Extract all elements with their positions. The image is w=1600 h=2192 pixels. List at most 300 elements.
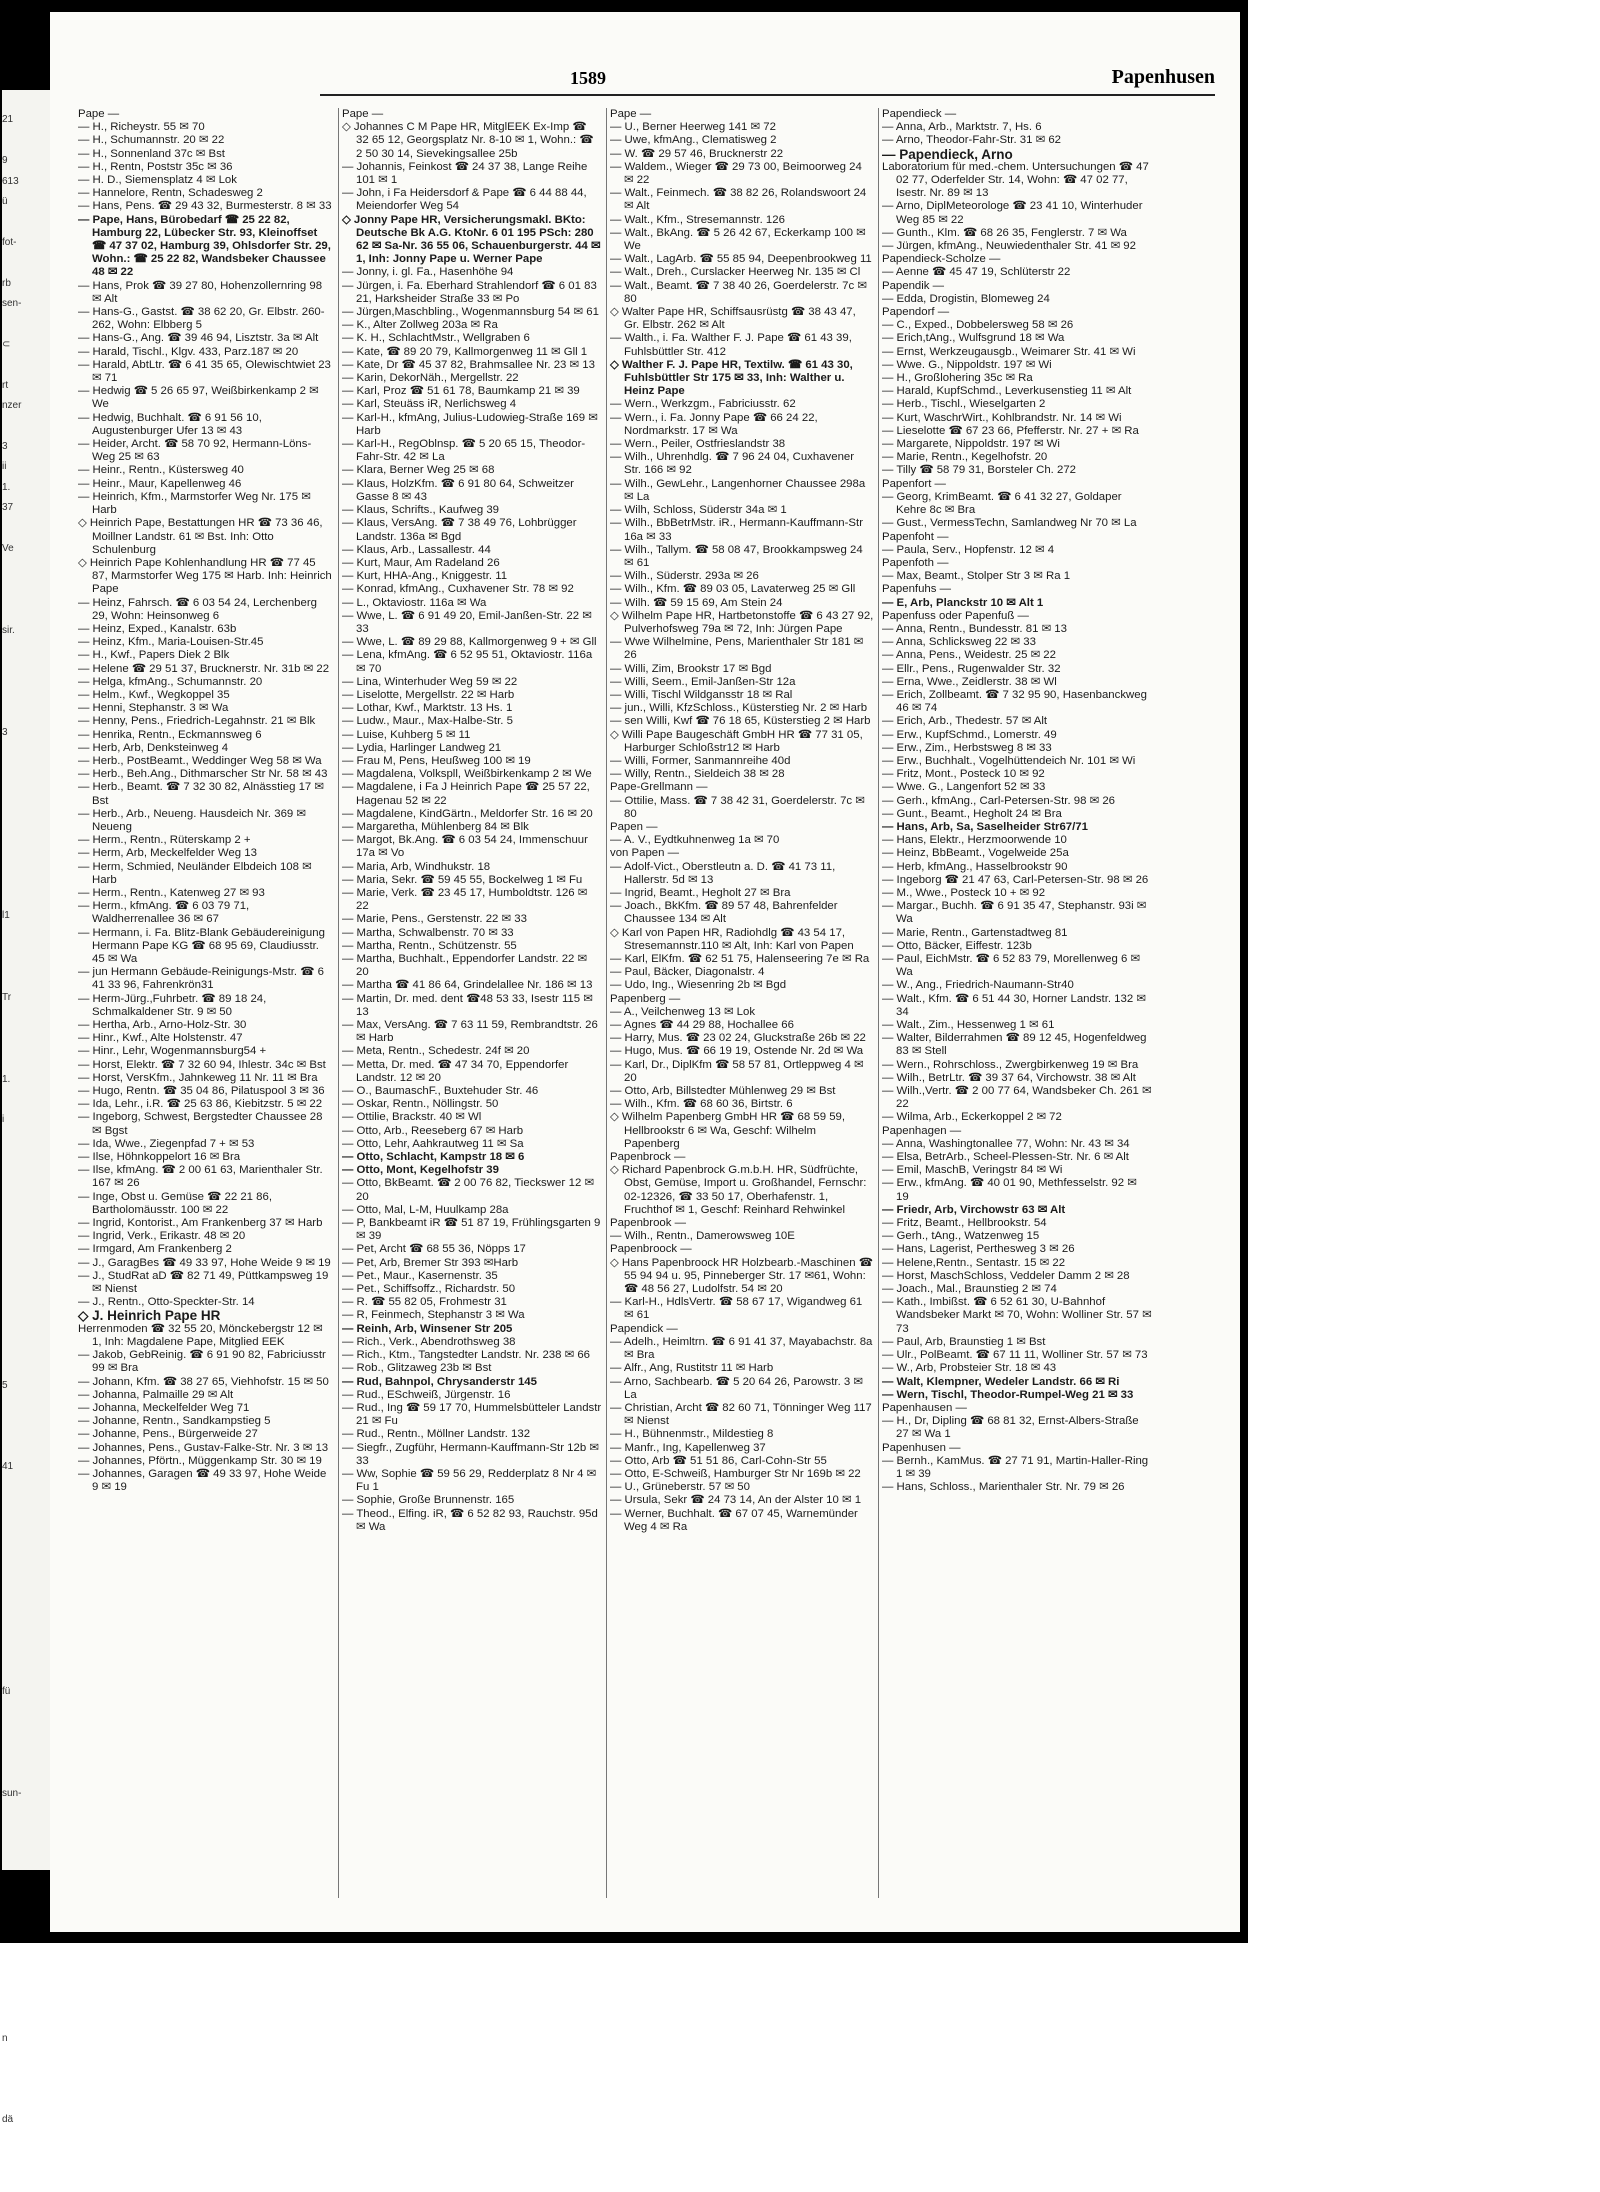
directory-entry: — Jonny, i. gl. Fa., Hasenhöhe 94 [342,266,514,279]
directory-entry: — Magdalena, Volkspll, Weißbirkenkamp 2 ✉ We [342,768,592,781]
directory-entry: — Kurt, Maur, Am Radeland 26 [342,556,500,569]
directory-entry: ◇ Karl von Papen HR, Radiohdlg ☎ 43 54 17, Stresemannstr.110 ✉ Alt, Inh: Karl von Papen [610,926,854,952]
margin-fragment: nzer [2,400,22,412]
column-4 [882,108,1152,1898]
directory-entry: — Walt., Zim., Hessenweg 1 ✉ 61 [882,1019,1055,1032]
margin-fragment: 3 [2,726,8,738]
directory-entry: — Pet., Schiffsoffz., Richardstr. 50 [342,1283,516,1296]
directory-entry: — Walt., Beamt. ☎ 7 38 40 26, Goerdelerstr. 7c ✉ 80 [610,279,867,305]
margin-fragment [2,2069,54,2089]
header-rule [320,94,1215,96]
directory-entry: — Anna, Schlicksweg 22 ✉ 33 [882,636,1036,649]
margin-fragment [2,2171,54,2191]
directory-entry: — Kath., Imbißst. ☎ 6 52 61 30, U-Bahnhof Wandsbeker Markt ✉ 70, Wohn: Wolliner Str. 57 ✉ 73 [882,1296,1152,1335]
directory-entry: — Ludw., Maur., Max-Halbe-Str. 5 [342,715,513,728]
directory-entry: — Willi, Tischl Wildgansstr 18 ✉ Ral [610,688,793,701]
margin-fragment [2,1804,54,1824]
margin-fragment [2,804,54,824]
directory-entry: — Lydia, Harlinger Landweg 21 [342,741,502,754]
margin-fragment [2,1927,54,1947]
directory-entry: — Karl-H., kfmAng, Julius-Ludowieg-Straße 169 ✉ Harb [342,411,598,437]
directory-entry: — Hedwig ☎ 5 26 65 97, Weißbirkenkamp 2 ✉ We [78,385,319,411]
margin-fragment [2,1580,54,1600]
directory-entry: — Otto, Arb, Billstedter Mühlenweg 29 ✉ Bst [610,1085,836,1098]
directory-entry: — Anna, Rentn., Bundesstr. 81 ✉ 13 [882,622,1067,635]
directory-entry: ◇ Walther F. J. Pape HR, Textilw. ☎ 61 43 30, Fuhlsbüttler Str 175 ✉ 33, Inh: Walther u. Heinz Pape [610,358,853,398]
margin-fragment [2,1437,54,1457]
directory-entry: — Paul, Bäcker, Diagonalstr. 4 [610,966,765,979]
margin-fragment [2,886,54,906]
directory-entry: — Martin, Dr. med. dent ☎48 53 33, Isestr 115 ✉ 13 [342,992,593,1018]
directory-entry: ◇ Heinrich Pape Kohlenhandlung HR ☎ 77 45 87, Marmstorfer Weg 175 ✉ Harb. Inh: Heinrich Pape [78,556,332,596]
directory-entry: — Wilh., Süderstr. 293a ✉ 26 [610,570,759,583]
column-divider [338,108,339,1898]
directory-entry: — Marie, Rentn., Kegelhofstr. 20 [882,451,1048,464]
directory-entry: — Walt., Kfm. ☎ 6 51 44 30, Horner Landstr. 132 ✉ 34 [882,992,1146,1018]
margin-fragment [2,1049,54,1069]
directory-entry: — A. V., Eydtkuhnenweg 1a ✉ 70 [610,834,780,847]
directory-entry: — Helm., Kwf., Wegkoppel 35 [78,688,230,701]
directory-entry: — jun Hermann Gebäude-Reinigungs-Mstr. ☎ 6 41 33 96, Fahrenkrön31 [78,966,324,992]
directory-entry: — Heinz, Exped., Kanalstr. 63b [78,622,237,635]
directory-entry: — Jürgen, i. Fa. Eberhard Strahlendorf ☎ 6 01 83 21, Harksheider Straße 33 ✉ Po [342,279,597,305]
directory-entry: — J., Rentn., Otto-Speckter-Str. 14 [78,1296,255,1309]
directory-entry: — Helene,Rentn., Sentastr. 15 ✉ 22 [882,1256,1066,1269]
directory-entry: — Lena, kfmAng. ☎ 6 52 95 51, Oktaviostr. 116a ✉ 70 [342,649,593,675]
directory-entry: — Jürgen,Maschbling., Wogenmannsburg 54 ✉ 61 [342,306,599,319]
column-1 [78,108,334,1898]
directory-entry: — H., Dr, Dipling ☎ 68 81 32, Ernst-Albers-Straße 27 ✉ Wa 1 [882,1415,1139,1441]
margin-fragment [2,1151,54,1171]
directory-entry: — Christian, Archt ☎ 82 60 71, Tönninger Weg 117 ✉ Nienst [610,1401,872,1428]
directory-entry: — Gunth., Klm. ☎ 68 26 35, Fenglerstr. 7 ✉ Wa [882,226,1127,239]
directory-entry: — Ingeborg, Schwest, Bergstedter Chaussee 28 ✉ Bgst [78,1111,323,1137]
margin-fragment [2,1947,54,1967]
margin-fragment [2,212,54,232]
directory-entry: — Ingeborg ☎ 21 47 63, Carl-Petersen-Str. 98 ✉ 26 [882,873,1149,886]
directory-entry: — Wern., Werkzgm., Fabriciusstr. 62 [610,398,796,411]
directory-entry: ◇ Wilhelm Papenberg GmbH HR ☎ 68 59 59, Hellbrookstr 6 ✉ Wa, Geschf: Wilhelm Papenberg [610,1111,846,1150]
page-header [50,64,1240,94]
margin-fragment [2,1620,54,1640]
margin-fragment [2,743,54,763]
directory-entry: — Wilh., Tallym. ☎ 58 08 47, Brookkampsweg 24 ✉ 61 [610,543,863,569]
directory-entry: — Lieselotte ☎ 67 23 66, Pfefferstr. Nr. 27 + ✉ Ra [882,424,1139,437]
margin-fragment: ü [2,196,8,208]
directory-entry: Papenfoth — [882,556,949,569]
directory-entry: — Karl, ElKfm. ☎ 62 51 75, Halenseering 7e ✉ Ra [610,953,870,965]
margin-fragment: rb [2,277,11,289]
directory-entry: — Bernh., KamMus. ☎ 27 71 91, Martin-Haller-Ring 1 ✉ 39 [882,1454,1149,1480]
directory-entry: — Wilh., GewLehr., Langenhorner Chaussee 298a ✉ La [610,477,866,503]
directory-entry: — Inge, Obst u. Gemüse ☎ 22 21 86, Bartholomäusstr. 100 ✉ 22 [78,1190,273,1216]
margin-fragment [2,1131,54,1151]
directory-entry: — Ellr., Pens., Rugenwalder Str. 32 [882,662,1061,675]
directory-entry: — Martha ☎ 41 86 64, Grindelallee Nr. 186 ✉ 13 [342,979,593,992]
directory-entry: — Martha, Rentn., Schützenstr. 55 [342,939,517,952]
directory-entry: ◇ Jonny Pape HR, Versicherungsmakl. BKto: Deutsche Bk A.G. KtoNr. 6 01 195 PSch: 280 62 ✉ Sa-Nr. 36 55 06, Schauenburgerstr. 44 ✉ 1, Inh: Jonny Pape u. Werner Pape [342,213,601,266]
margin-fragment [2,927,54,947]
directory-entry: Papenfuss oder Papenfuß — [882,609,1029,622]
margin-fragment [2,90,54,110]
margin-fragment: 5 [2,1379,8,1391]
margin-fragment: i [2,1114,5,1126]
directory-entry: — Heinr., Rentn., Küstersweg 40 [78,464,244,477]
margin-fragment [2,600,54,620]
directory-entry: — Otto, Lehr, Aahkrautweg 11 ✉ Sa [342,1137,524,1150]
directory-entry: — Hermann, i. Fa. Blitz-Blank Gebäudereinigung Hermann Pape KG ☎ 68 95 69, Claudiusstr. 45 ✉ Wa [78,926,325,965]
margin-fragment: 1. [2,481,11,493]
directory-entry: ◇ Heinrich Pape, Bestattungen HR ☎ 73 36 46, Moillner Landstr. 61 ✉ Bst. Inh: Otto Schulenburg [78,517,323,556]
margin-fragment [2,1600,54,1620]
directory-entry: — H. D., Siemensplatz 4 ✉ Lok [78,174,237,187]
directory-entry: — Hertha, Arb., Arno-Holz-Str. 30 [78,1019,247,1032]
directory-entry: — Ernst, Werkzeugausgb., Weimarer Str. 41 ✉ Wi [882,345,1136,358]
directory-entry: — Johanna, Palmaille 29 ✉ Alt [78,1388,234,1401]
directory-entry: Papenfuhs — [882,583,952,596]
directory-entry: — Willi, Former, Sanmannreihe 40d [610,754,791,767]
directory-entry: — Heinrich, Kfm., Marmstorfer Weg Nr. 175 ✉ Harb [78,490,311,517]
directory-entry: Papendorf — [882,306,950,319]
margin-fragment [2,580,54,600]
column-divider [606,108,607,1898]
margin-fragment [2,1233,54,1253]
directory-entry: — Herm-Jürg.,Fuhrbetr. ☎ 89 18 24, Schmalkaldener Str. 9 ✉ 50 [78,992,267,1018]
directory-entry: — Gerh., kfmAng., Carl-Petersen-Str. 98 ✉ 26 [882,794,1116,807]
directory-entry: — Erich, Zollbeamt. ☎ 7 32 95 90, Hasenbanckweg 46 ✉ 74 [882,688,1147,715]
margin-fragment [2,641,54,661]
directory-entry: — Magdalene, KindGärtn., Meldorfer Str. 16 ✉ 20 [342,807,593,820]
directory-entry: Papenberg — [610,992,681,1005]
directory-entry: — Anna, Washingtonallee 77, Wohn: Nr. 43 ✉ 34 [882,1137,1130,1150]
directory-entry: — Walt., Feinmech. ☎ 38 82 26, Rolandswoort 24 ✉ Alt [610,187,867,213]
directory-entry: — Jürgen, kfmAng., Neuwiedenthaler Str. 41 ✉ 92 [882,240,1136,253]
directory-entry: — Hans, Pens. ☎ 29 43 32, Burmesterstr. 8 ✉ 33 [78,200,332,213]
directory-page [50,12,1240,1932]
directory-entry: — Hugo, Mus. ☎ 66 19 19, Ostende Nr. 2d ✉ Wa [610,1045,864,1058]
margin-fragment [2,1886,54,1906]
directory-entry: — Ida, Lehr., i.R. ☎ 25 63 86, Kiebitzstr. 5 ✉ 22 [78,1098,323,1111]
directory-entry: — Karl-H., HdlsVertr. ☎ 58 67 17, Wigandweg 61 ✉ 61 [610,1296,863,1322]
directory-entry: — Maria, Sekr. ☎ 59 45 55, Bockelweg 1 ✉ Fu [342,873,583,886]
margin-fragment [2,1335,54,1355]
margin-fragment [2,1518,54,1538]
margin-fragment [2,1396,54,1416]
directory-entry: — Henni, Stephanstr. 3 ✉ Wa [78,702,229,715]
directory-entry: ◇ J. Heinrich Pape HR [78,1308,221,1324]
directory-entry: — Wilh., BetrLtr. ☎ 39 37 64, Virchowstr. 38 ✉ Alt [882,1071,1136,1084]
directory-entry: — Rud., Rentn., Möllner Landstr. 132 [342,1428,531,1441]
directory-entry: — Rich., Verk., Abendrothsweg 38 [342,1335,516,1348]
directory-entry: — Otto, Schlacht, Kampstr 18 ✉ 6 [342,1151,525,1164]
directory-entry: Papen — [610,820,658,833]
directory-entry: ◇ Hans Papenbroock HR Holzbearb.-Maschinen ☎ 55 94 94 u. 95, Pinneberger Str. 17 ✉61, Wohn: ☎ 48 56 27, Ludolfstr. 54 ✉ 20 [610,1256,873,1296]
directory-entry: — Erw., Buchhalt., Vogelhüttendeich Nr. 101 ✉ Wi [882,754,1136,767]
directory-entry: — Werner, Buchhalt. ☎ 67 07 45, Warnemünder Weg 4 ✉ Ra [610,1507,858,1533]
directory-entry: — Ilse, kfmAng. ☎ 2 00 61 63, Marienthaler Str. 167 ✉ 26 [78,1164,323,1190]
directory-entry: — Karl, Dr., DiplKfm ☎ 58 57 81, Ortleppweg 4 ✉ 20 [610,1058,864,1084]
margin-fragment: dä [2,2114,14,2126]
directory-entry: — Walter, Bilderrahmen ☎ 89 12 45, Hogenfeldweg 83 ✉ Stell [882,1032,1147,1058]
margin-fragment: 37 [2,502,14,514]
directory-entry: — Wilma, Arb., Eckerkoppel 2 ✉ 72 [882,1111,1062,1124]
directory-entry: — Marie, Pens., Gerstenstr. 22 ✉ 33 [342,913,527,926]
directory-entry: — sen Willi, Kwf ☎ 76 18 65, Küsterstieg 2 ✉ Harb [610,715,871,728]
directory-entry: — jun., Willi, KfzSchloss., Küsterstieg Nr. 2 ✉ Harb [610,702,868,715]
margin-fragment [2,1090,54,1110]
directory-entry: — Friedr, Arb, Virchowstr 63 ✉ Alt [882,1203,1066,1216]
directory-entry: ◇ Walter Pape HR, Schiffsausrüstg ☎ 38 43 47, Gr. Elbstr. 262 ✉ Alt [610,306,856,332]
directory-entry: — Maria, Arb, Windhukstr. 18 [342,860,491,873]
directory-entry: — Manfr., Ing, Kapellenweg 37 [610,1441,766,1454]
directory-entry: — J., GaragBes ☎ 49 33 97, Hohe Weide 9 ✉ 19 [78,1256,331,1269]
margin-fragment [2,702,54,722]
directory-entry: — Fritz, Mont., Posteck 10 ✉ 92 [882,768,1045,781]
directory-entry: — Metta, Dr. med. ☎ 47 34 70, Eppendorfer Landstr. 12 ✉ 20 [342,1058,569,1084]
directory-entry: — Ilse, Höhnkoppelort 16 ✉ Bra [78,1151,241,1164]
directory-entry: — U., Berner Heerweg 141 ✉ 72 [610,121,776,134]
directory-entry: — Wilh., Uhrenhdlg. ☎ 7 96 24 04, Cuxhavener Str. 166 ✉ 92 [610,451,855,477]
margin-fragment [2,1212,54,1232]
directory-entry: — Erw., kfmAng. ☎ 40 01 90, Methfesselstr. 92 ✉ 19 [882,1177,1137,1203]
margin-fragment [2,845,54,865]
margin-fragment [2,131,54,151]
directory-entry: — Johanne, Rentn., Sandkampstieg 5 [78,1415,271,1428]
directory-entry: Pape — [610,108,652,120]
directory-entry: — Ww, Sophie ☎ 59 56 29, Redderplatz 8 Nr 4 ✉ Fu 1 [342,1467,597,1494]
directory-entry: — Heinz, Kfm., Maria-Louisen-Str.45 [78,636,264,649]
directory-entry: — Erich, Arb., Thedestr. 57 ✉ Alt [882,715,1048,728]
directory-entry: — Ingrid, Verk., Erikastr. 48 ✉ 20 [78,1230,246,1243]
directory-entry: — Martha, Buchhalt., Eppendorfer Landstr. 22 ✉ 20 [342,953,588,979]
directory-entry: — Wilh., Kfm. ☎ 68 60 36, Birtstr. 6 [610,1098,793,1111]
directory-entry: — H., Rentn, Poststr 35c ✉ 36 [78,160,233,173]
directory-entry: — H., Kwf., Papers Diek 2 Blk [78,649,230,662]
directory-entry: — Wilh., BbBetrMstr. iR., Hermann-Kauffmann-Str 16a ✉ 33 [610,517,863,543]
directory-entry: — Henrika, Rentn., Eckmannsweg 6 [78,728,262,741]
margin-fragment [2,1192,54,1212]
directory-entry: — Wilh. ☎ 59 15 69, Am Stein 24 [610,596,783,609]
directory-entry: — Walt., Dreh., Curslacker Heerweg Nr. 135 ✉ Cl [610,266,861,279]
directory-entry: — Horst, VersKfm., Jahnkeweg 11 Nr. 11 ✉ Bra [78,1071,318,1084]
directory-entry: — Kurt, WaschrWirt., Kohlbrandstr. Nr. 14 ✉ Wi [882,411,1122,424]
directory-entry: — Rud., ESchweiß, Jürgenstr. 16 [342,1388,511,1401]
directory-entry: — O., BaumaschF., Buxtehuder Str. 46 [342,1085,539,1098]
margin-fragment: sen- [2,298,22,310]
margin-fragment [2,865,54,885]
directory-entry: — Margaretha, Mühlenberg 84 ✉ Blk [342,820,529,833]
directory-entry: — Ottilie, Brackstr. 40 ✉ Wl [342,1111,482,1124]
directory-entry: — H., Sonnenland 37c ✉ Bst [78,147,225,160]
margin-fragment [2,1498,54,1518]
directory-entry: — Otto, Mont, Kegelhofstr 39 [342,1164,499,1177]
directory-entry: — Meta, Rentn., Schedestr. 24f ✉ 20 [342,1045,530,1058]
margin-fragment: l1 [2,910,10,922]
directory-entry: — Hans-G., Gastst. ☎ 38 62 20, Gr. Elbstr. 260-262, Wohn: Elbberg 5 [78,306,325,332]
directory-entry: — Paul, Arb, Braunstieg 1 ✉ Bst [882,1335,1046,1348]
directory-entry: — Wern., i. Fa. Jonny Pape ☎ 66 24 22, Nordmarkstr. 17 ✉ Wa [610,411,818,437]
directory-entry: — Rud, Bahnpol, Chrysanderstr 145 [342,1375,537,1388]
directory-entry: — Kate, ☎ 89 20 79, Kallmorgenweg 11 ✉ Gll 1 [342,345,588,358]
directory-entry: — Herb., Arb., Neueng. Hausdeich Nr. 369 ✉ Neueng [78,807,306,833]
directory-entry: Papenhusen — [882,1441,961,1454]
directory-entry: — Johanna, Meckelfelder Weg 71 [78,1401,250,1414]
directory-entry: — Waldem., Wieger ☎ 29 73 00, Beimoorweg 24 ✉ 22 [610,160,862,187]
directory-entry: — Rob., Glitzaweg 23b ✉ Bst [342,1362,492,1375]
directory-entry: — Lothar, Kwf., Marktstr. 13 Hs. 1 [342,702,513,715]
margin-fragment [2,2151,54,2171]
margin-fragment: fü [2,1685,11,1697]
margin-fragment [2,682,54,702]
directory-entry: — Gust., VermessTechn, Samlandweg Nr 70 ✉ La [882,517,1137,530]
directory-entry: — Paul, EichMstr. ☎ 6 52 83 79, Morellenweg 6 ✉ Wa [882,953,1140,979]
margin-fragment [2,1825,54,1845]
directory-entry: — Erw., Zim., Herbstsweg 8 ✉ 33 [882,741,1052,754]
margin-fragment [2,1845,54,1865]
directory-entry: — Kurt, HHA-Ang., Kniggestr. 11 [342,570,508,583]
running-head: Papenhusen [1111,66,1215,88]
directory-entry: — Adolf-Vict., Oberstleutn a. D. ☎ 41 73 11, Hallerstr. 5d ✉ 13 [610,860,836,886]
directory-entry: — Konrad, kfmAng., Cuxhavener Str. 78 ✉ 92 [342,583,574,596]
directory-entry: — Pet., Maur., Kasernenstr. 35 [342,1269,498,1282]
directory-entry: — Paula, Serv., Hopfenstr. 12 ✉ 4 [882,543,1055,556]
directory-entry: — Karin, DekorNäh., Mergellstr. 22 [342,372,519,385]
margin-fragment [2,2131,54,2151]
directory-entry: — Walth., i. Fa. Walther F. J. Pape ☎ 61 43 39, Fuhlsbüttler Str. 412 [610,332,852,358]
directory-entry: — Alfr., Ang, Rustitstr 11 ✉ Harb [610,1362,774,1375]
directory-entry: — Arno, Theodor-Fahr-Str. 31 ✉ 62 [882,134,1062,147]
margin-fragment [2,2008,54,2028]
directory-entry: — Herb., Tischl., Wieselgarten 2 [882,398,1046,411]
directory-entry: — Walt., BkAng. ☎ 5 26 42 67, Eckerkamp 100 ✉ We [610,226,866,253]
margin-fragment [2,355,54,375]
directory-entry: Papendick — [610,1322,678,1335]
directory-entry: — Martha, Schwalbenstr. 70 ✉ 33 [342,926,514,939]
directory-entry: — Otto, Mal, L-M, Huulkamp 28a [342,1203,509,1216]
margin-fragment: ⊂ [2,338,11,350]
directory-entry: Herrenmoden ☎ 32 55 20, Mönckebergstr 12 ✉ 1, Inh: Magdalene Pape, Mitglied EEK [78,1322,323,1348]
directory-entry: — Adelh., Heimltrn. ☎ 6 91 41 37, Mayabachstr. 8a ✉ Bra [610,1335,873,1362]
page-number: 1589 [570,68,606,88]
directory-entry: — Heider, Archt. ☎ 58 70 92, Hermann-Löns-Weg 25 ✉ 63 [78,438,312,464]
directory-entry: — Otto, BkBeamt. ☎ 2 00 76 82, Tieckswег 12 ✉ 20 [342,1177,595,1203]
directory-entry: Papenfoht — [882,530,949,543]
margin-fragment [2,1416,54,1436]
directory-entry: — Pet, Arb, Bremer Str 393 ✉Harb [342,1256,519,1269]
directory-entry: — Wilh., Rentn., Damerowsweg 10E [610,1230,795,1243]
margin-fragment: Ve [2,542,14,554]
directory-entry: — Reinh, Arb, Winsener Str 205 [342,1322,513,1335]
directory-entry: — Wwe. G., Nippoldstr. 197 ✉ Wi [882,358,1052,371]
directory-entry: — Herm, Arb, Meckelfelder Weg 13 [78,847,257,860]
directory-entry: Pape — [342,108,384,120]
directory-entry: — K., Alter Zollweg 203a ✉ Ra [342,319,498,332]
directory-entry: Papenfort — [882,477,946,490]
directory-entry: — Karl, Proz ☎ 51 61 78, Baumkamp 21 ✉ 39 [342,385,580,398]
directory-entry: — Wwe Wilhelmine, Pens, Marienthaler Str 181 ✉ 26 [610,636,864,662]
directory-entry: — Wern, Tischl, Theodor-Rumpel-Weg 21 ✉ 33 [882,1388,1134,1401]
margin-fragment [2,661,54,681]
margin-fragment: fot- [2,236,17,248]
directory-entry: — Max, Beamt., Stolper Str 3 ✉ Ra 1 [882,570,1071,583]
directory-entry: — Harry, Mus. ☎ 23 02 24, Gluckstraße 26b ✉ 22 [610,1032,866,1045]
directory-entry: — Irmgard, Am Frankenberg 2 [78,1243,232,1256]
directory-entry: — Ingrid, Kontorist., Am Frankenberg 37 ✉ Harb [78,1217,323,1230]
directory-entry: — Walt., LagArb. ☎ 55 85 94, Deepenbrookweg 11 [610,253,872,266]
directory-entry: — Uwe, kfmAng., Clematisweg 2 [610,134,777,147]
margin-fragment [2,1641,54,1661]
directory-entry: — Hinr., Kwf., Alte Holstenstr. 47 [78,1032,243,1045]
directory-entry: — Marie, Rentn., Gartenstadtweg 81 [882,926,1068,939]
directory-entry: — Herb, kfmAng., Hasselbrookstr 90 [882,860,1068,873]
margin-fragment [2,1029,54,1049]
directory-entry: — Udo, Ing., Wiesenring 2b ✉ Bgd [610,979,787,992]
directory-entry: — Heinr., Maur, Kapellenweg 46 [78,477,242,490]
directory-entry: — Heinz, BbBeamt., Vogelweide 25a [882,847,1069,860]
directory-entry: — Hans-G., Ang. ☎ 39 46 94, Lisztstr. 3a ✉ Alt [78,332,319,345]
directory-entry: — Frau M, Pens, Heußweg 100 ✉ 19 [342,754,531,767]
directory-entry: — Herm., kfmAng. ☎ 6 03 79 71, Waldherrenallee 36 ✉ 67 [78,900,250,926]
directory-entry: — Edda, Drogistin, Blomeweg 24 [882,292,1050,305]
directory-entry: — Kate, Dr ☎ 45 37 82, Brahmsallee Nr. 23 ✉ 13 [342,358,595,371]
margin-fragment [2,1294,54,1314]
directory-entry: — John, i Fa Heidersdorf & Pape ☎ 6 44 88 44, Meiendorfer Weg 54 [342,187,587,213]
directory-entry: — P, Bankbeamt iR ☎ 51 87 19, Frühlingsgarten 9 ✉ 39 [342,1217,601,1243]
directory-entry: — Hans, Arb, Sa, Saselheider Str67/71 [882,820,1088,833]
directory-entry: — Aenne ☎ 45 47 19, Schlüterstr 22 [882,266,1071,279]
directory-entry: — Otto, E-Schweiß, Hamburger Str Nr 169b ✉ 22 [610,1467,861,1480]
directory-entry: — Henny, Pens., Friedrich-Legahnstr. 21 ✉ Blk [78,715,316,728]
margin-fragment [2,519,54,539]
directory-entry: — Klara, Berner Weg 25 ✉ 68 [342,464,495,477]
directory-entry: — Herb., PostBeamt., Weddinger Weg 58 ✉ Wa [78,754,322,767]
directory-entry: — Wilh, Schloss, Süderstr 34a ✉ 1 [610,504,787,517]
directory-entry: — Walt, Klempner, Wedeler Landstr. 66 ✉ Ri [882,1375,1120,1388]
margin-fragment [2,1559,54,1579]
directory-entry: — L., Oktaviostr. 116a ✉ Wa [342,596,487,609]
directory-entry: — Tilly ☎ 58 79 31, Borsteler Ch. 272 [882,464,1076,477]
directory-entry: — Willi, Seem., Emil-Janßen-Str 12a [610,675,796,688]
margin-fragment [2,1988,54,2008]
directory-entry: — Sophie, Große Brunnenstr. 165 [342,1494,515,1507]
directory-entry: — Gunt., Beamt., Hegholt 24 ✉ Bra [882,807,1062,820]
margin-fragment [2,1865,54,1885]
directory-entry: — Hugo, Rentn. ☎ 35 04 86, Pilatuspool 3 ✉ 36 [78,1085,325,1098]
directory-entry: — Pape, Hans, Bürobedarf ☎ 25 22 82, Hamburg 22, Lübecker Str. 93, Kleinoffset ☎ 47 37 02, Hamburg 39, Ohlsdorfer Str. 29, Wohn.: ☎ 25 22 82, Wandsbeker Chaussee 48 ✉ 22 [78,213,331,279]
directory-entry: — Pet, Archt ☎ 68 55 36, Nöpps 17 [342,1243,526,1256]
margin-fragment [2,1539,54,1559]
directory-entry: Pape — [78,108,120,120]
directory-entry: — Helene ☎ 29 51 37, Brucknerstr. Nr. 31b ✉ 22 [78,662,330,675]
margin-fragment [2,1906,54,1926]
column-3 [610,108,874,1898]
directory-entry: — W. ☎ 29 57 46, Brucknerstr 22 [610,147,784,160]
directory-entry: — Fritz, Beamt., Hellbrookstr. 54 [882,1217,1047,1230]
directory-entry: ◇ Willi Pape Baugeschäft GmbH HR ☎ 77 31 05, Harburger Schloßstr12 ✉ Harb [610,728,863,754]
directory-entry: — E, Arb, Planckstr 10 ✉ Alt 1 [882,596,1044,609]
directory-entry: ◇ Johannes C M Pape HR, MitglEEK Ex-Imp ☎ 32 65 12, Georgsplatz Nr. 8-10 ✉ 1, Wohn.: ☎ 2 50 30 14, Sievekingsallee 25b [342,121,594,160]
directory-entry: — Harald, Tischl., Klgv. 433, Parz.187 ✉ 20 [78,345,299,358]
directory-entry: — Klaus, HolzKfm. ☎ 6 91 80 64, Schweitzer Gasse 8 ✉ 43 [342,477,574,503]
margin-fragment [2,784,54,804]
directory-entry: — Helga, kfmAng., Schumannstr. 20 [78,675,263,688]
margin-fragment [2,1967,54,1987]
directory-entry: — U., Grüneberstr. 57 ✉ 50 [610,1481,750,1494]
directory-entry: — Rich., Ktm., Tangstedter Landstr. Nr. 238 ✉ 66 [342,1349,591,1362]
directory-entry: — Wilh.,Vertr. ☎ 2 00 77 64, Wandsbeker Ch. 261 ✉ 22 [882,1085,1152,1111]
margin-fragment: 613 [2,175,19,187]
margin-fragment: n [2,2032,8,2044]
